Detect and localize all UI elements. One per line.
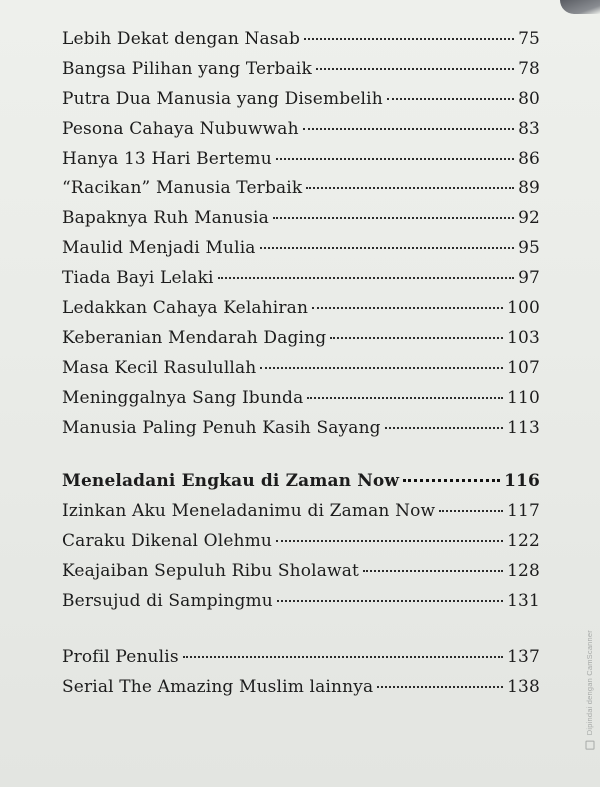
toc-entry-title: Manusia Paling Penuh Kasih Sayang xyxy=(62,417,381,438)
toc-entry-title: Bapaknya Ruh Manusia xyxy=(62,208,269,229)
toc-entry xyxy=(62,149,540,179)
watermark-text: Dipindai dengan CamScanner xyxy=(584,630,594,736)
toc-entry-title: Caraku Dikenal Olehmu xyxy=(62,531,273,552)
toc-entry-page: 122 xyxy=(507,531,540,552)
dot-leader xyxy=(387,98,514,100)
toc-entry xyxy=(62,59,540,89)
table-of-contents xyxy=(62,29,540,707)
toc-entry-page: 95 xyxy=(518,238,540,259)
toc-entry xyxy=(62,119,540,149)
toc-entry-page: 117 xyxy=(507,501,540,522)
toc-entry-title: Izinkan Aku Meneladanimu di Zaman Now xyxy=(62,501,436,522)
dot-leader xyxy=(273,217,514,219)
toc-entry-title: Bangsa Pilihan yang Terbaik xyxy=(62,58,312,79)
toc-entry-title: Keberanian Mendarah Daging xyxy=(62,327,327,348)
toc-entry-title: Profil Penulis xyxy=(62,646,179,667)
toc-entry-title: Meninggalnya Sang Ibunda xyxy=(62,387,304,408)
toc-backmatter xyxy=(62,647,540,707)
toc-entry-page: 113 xyxy=(507,417,540,438)
toc-entry-title: Lebih Dekat dengan Nasab xyxy=(62,29,300,49)
dot-leader xyxy=(304,38,514,40)
dot-leader xyxy=(439,510,503,512)
toc-entry xyxy=(62,591,540,621)
toc-entry xyxy=(62,647,540,677)
toc-entry-title: Hanya 13 Hari Bertemu xyxy=(62,148,272,169)
dot-leader xyxy=(385,427,503,429)
dot-leader xyxy=(377,686,503,688)
dot-leader xyxy=(307,397,503,399)
toc-entry xyxy=(62,358,540,388)
toc-entry-page: 78 xyxy=(518,58,540,79)
toc-entry xyxy=(62,418,540,448)
dot-leader xyxy=(183,656,503,658)
dot-leader xyxy=(276,158,514,160)
toc-entry-page: 137 xyxy=(507,646,540,667)
dot-leader xyxy=(316,68,514,70)
scanner-watermark xyxy=(585,630,595,750)
toc-entry-page: 80 xyxy=(518,88,540,109)
toc-entry xyxy=(62,238,540,268)
toc-entry xyxy=(62,531,540,561)
toc-entry xyxy=(62,561,540,591)
toc-entry-title: Pesona Cahaya Nubuwwah xyxy=(62,118,299,139)
dot-leader xyxy=(276,540,503,542)
dot-leader xyxy=(277,600,503,602)
toc-entry xyxy=(62,268,540,298)
toc-entry-title: Keajaiban Sepuluh Ribu Sholawat xyxy=(62,561,359,582)
toc-section-1 xyxy=(62,29,540,447)
dot-leader xyxy=(303,128,514,130)
toc-entry-title: Serial The Amazing Muslim lainnya xyxy=(62,676,374,697)
toc-entry-page: 107 xyxy=(507,357,540,378)
toc-entry-page: 100 xyxy=(507,298,540,319)
dot-leader xyxy=(330,337,503,339)
page-corner-shadow xyxy=(560,0,600,14)
dot-leader xyxy=(260,367,503,369)
toc-entry-title: “Racikan” Manusia Terbaik xyxy=(62,178,303,199)
toc-entry-title: Bersujud di Sampingmu xyxy=(62,591,273,612)
dot-leader xyxy=(260,247,515,249)
toc-entry-page: 89 xyxy=(518,178,540,199)
toc-chapter-title: Meneladani Engkau di Zaman Now xyxy=(62,471,400,492)
toc-entry xyxy=(62,29,540,59)
toc-entry-page: 103 xyxy=(507,327,540,348)
toc-entry-page: 97 xyxy=(518,268,540,289)
toc-chapter-page: 116 xyxy=(504,471,540,492)
toc-entry xyxy=(62,178,540,208)
toc-entry-page: 83 xyxy=(518,118,540,139)
toc-entry xyxy=(62,328,540,358)
section-spacer xyxy=(62,621,540,647)
toc-entry xyxy=(62,388,540,418)
toc-entry-title: Ledakkan Cahaya Kelahiran xyxy=(62,298,309,319)
toc-entry-page: 131 xyxy=(507,591,540,612)
toc-chapter-heading xyxy=(62,471,540,501)
toc-entry-title: Tiada Bayi Lelaki xyxy=(62,268,214,289)
toc-entry-page: 86 xyxy=(518,148,540,169)
dot-leader xyxy=(403,479,500,482)
toc-entry-page: 138 xyxy=(507,676,540,697)
camscanner-icon xyxy=(585,741,594,750)
toc-entry-page: 128 xyxy=(507,561,540,582)
toc-section-2 xyxy=(62,501,540,621)
toc-entry xyxy=(62,298,540,328)
dot-leader xyxy=(306,187,514,189)
toc-entry xyxy=(62,208,540,238)
dot-leader xyxy=(218,277,514,279)
dot-leader xyxy=(312,307,503,309)
toc-entry-title: Maulid Menjadi Mulia xyxy=(62,238,256,259)
toc-entry xyxy=(62,501,540,531)
toc-entry-title: Masa Kecil Rasulullah xyxy=(62,357,257,378)
section-spacer xyxy=(62,447,540,471)
toc-entry-page: 92 xyxy=(518,208,540,229)
toc-entry xyxy=(62,89,540,119)
toc-entry-page: 110 xyxy=(507,387,540,408)
toc-entry-title: Putra Dua Manusia yang Disembelih xyxy=(62,88,383,109)
toc-entry-page: 75 xyxy=(518,29,540,49)
dot-leader xyxy=(363,570,503,572)
toc-entry xyxy=(62,677,540,707)
